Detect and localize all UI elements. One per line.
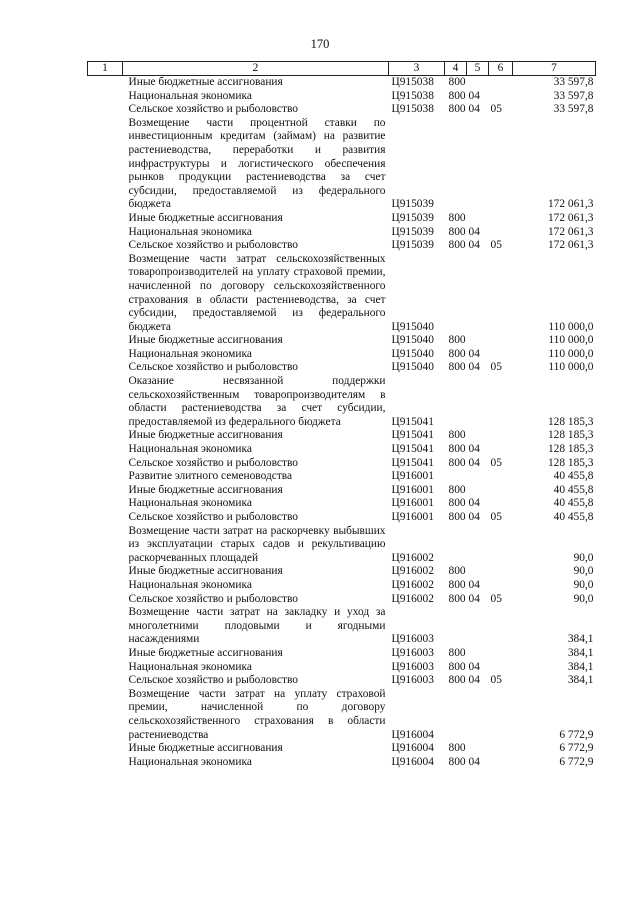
cell-amount: 128 185,3	[547, 443, 594, 456]
cell-expense-type: 800	[448, 456, 466, 469]
cell-section	[467, 253, 489, 335]
cell-blank	[88, 606, 123, 647]
cell-name: Национальная экономика	[128, 578, 252, 591]
cell-section	[467, 76, 489, 90]
cell-section	[467, 525, 489, 566]
cell-blank	[88, 429, 123, 443]
cell-name: Национальная экономика	[128, 225, 252, 238]
cell-expense-type	[445, 253, 467, 335]
cell-section: 04	[468, 456, 480, 469]
cell-expense-type: 800	[448, 742, 466, 755]
cell-expense-type: 800	[448, 483, 466, 496]
cell-subsection: 05	[490, 361, 502, 374]
cell-target-code: Ц916003	[391, 674, 434, 687]
cell-amount: 6 772,9	[559, 728, 594, 741]
cell-amount: 33 597,8	[553, 103, 594, 116]
cell-name: Сельское хозяйство и рыболовство	[128, 456, 298, 469]
cell-name: Иные бюджетные ассигнования	[128, 429, 283, 442]
table-row	[88, 457, 596, 471]
cell-section	[467, 212, 489, 226]
cell-target-code: Ц916002	[391, 592, 434, 605]
cell-section: 04	[468, 239, 480, 252]
cell-name: Возмещение части затрат на закладку и уход за многолетними плодовыми и ягодными насаждениями	[128, 606, 386, 646]
cell-name: Сельское хозяйство и рыболовство	[128, 239, 298, 252]
cell-blank	[88, 90, 123, 104]
table-header	[88, 62, 596, 76]
table-row	[88, 429, 596, 443]
table-row	[88, 756, 596, 770]
table-row	[88, 253, 596, 335]
page-number: 170	[310, 37, 330, 51]
cell-expense-type: 800	[448, 755, 466, 768]
cell-blank	[88, 103, 123, 117]
cell-blank	[88, 375, 123, 429]
cell-blank	[88, 593, 123, 607]
cell-target-code: Ц915040	[391, 361, 434, 374]
table-row	[88, 90, 596, 104]
table-row	[88, 117, 596, 212]
cell-target-code: Ц916003	[391, 633, 434, 646]
cell-name: Возмещение части затрат сельскохозяйственных товаропроизводителей на уплату страховой премии, начисленной по договору сельскохозяйственного страхования в области растениеводства, за счет субсидии, предоставляемой из федерального бюджета	[128, 252, 386, 333]
cell-amount: 172 061,3	[547, 225, 594, 238]
cell-subsection	[489, 661, 513, 675]
cell-name: Иные бюджетные ассигнования	[128, 483, 283, 496]
cell-name: Возмещение части затрат на уплату страховой премии, начисленной по договору сельскохозяйственного страхования в области растениеводства	[128, 687, 386, 741]
cell-expense-type: 800	[448, 76, 466, 88]
cell-expense-type: 800	[448, 334, 466, 347]
cell-target-code: Ц916001	[391, 497, 434, 510]
cell-subsection	[489, 606, 513, 647]
cell-name: Сельское хозяйство и рыболовство	[128, 674, 298, 687]
cell-expense-type: 800	[448, 674, 466, 687]
cell-section: 04	[468, 103, 480, 116]
table-row	[88, 579, 596, 593]
cell-blank	[88, 742, 123, 756]
cell-blank	[88, 212, 123, 226]
cell-amount: 90,0	[573, 551, 594, 564]
cell-subsection: 05	[490, 456, 502, 469]
cell-amount: 110 000,0	[548, 334, 594, 347]
cell-expense-type: 800	[448, 511, 466, 523]
cell-amount: 384,1	[567, 646, 594, 659]
table-row	[88, 76, 596, 90]
cell-subsection: 05	[490, 674, 502, 687]
cell-target-code: Ц915039	[391, 211, 434, 224]
cell-expense-type: 800	[448, 225, 466, 238]
cell-target-code: Ц916003	[391, 660, 434, 673]
table-row	[88, 674, 596, 688]
cell-name: Возмещение части процентной ставки по инвестиционным кредитам (займам) на развитие растениеводства, переработки и развития инфраструктуры и логистического обеспечения рынков продукции растениеводства за счет субсидии, предоставляемой из федерального бюджета	[128, 116, 386, 211]
cell-blank	[88, 674, 123, 688]
cell-blank	[88, 511, 123, 525]
cell-subsection	[489, 429, 513, 443]
cell-amount: 90,0	[573, 578, 594, 591]
cell-blank	[88, 226, 123, 240]
cell-amount: 110 000,0	[548, 361, 594, 374]
cell-subsection	[489, 688, 513, 742]
cell-expense-type: 800	[448, 497, 466, 510]
column-header-3: 3	[389, 62, 445, 76]
cell-expense-type: 800	[448, 89, 466, 102]
cell-blank	[88, 661, 123, 675]
cell-subsection	[489, 470, 513, 484]
cell-amount: 172 061,3	[547, 211, 594, 224]
table-row	[88, 565, 596, 579]
table-row	[88, 443, 596, 457]
cell-name: Сельское хозяйство и рыболовство	[128, 103, 298, 116]
cell-blank	[88, 348, 123, 362]
cell-section: 04	[468, 674, 480, 687]
cell-section: 04	[468, 578, 480, 591]
cell-amount: 384,1	[567, 660, 594, 673]
cell-target-code: Ц916004	[391, 742, 434, 755]
cell-section: 04	[468, 443, 480, 456]
cell-amount: 40 455,8	[553, 511, 594, 523]
cell-name: Иные бюджетные ассигнования	[128, 646, 283, 659]
cell-blank	[88, 565, 123, 579]
cell-subsection	[489, 525, 513, 566]
cell-name: Иные бюджетные ассигнования	[128, 334, 283, 347]
cell-target-code: Ц915038	[391, 89, 434, 102]
cell-blank	[88, 457, 123, 471]
cell-subsection	[489, 579, 513, 593]
cell-name: Национальная экономика	[128, 347, 252, 360]
cell-name: Иные бюджетные ассигнования	[128, 76, 283, 88]
cell-expense-type: 800	[448, 103, 466, 116]
cell-expense-type: 800	[448, 646, 466, 659]
table-row	[88, 334, 596, 348]
cell-subsection	[489, 497, 513, 511]
cell-section	[467, 742, 489, 756]
cell-section: 04	[468, 511, 480, 523]
cell-expense-type	[445, 525, 467, 566]
cell-blank	[88, 76, 123, 90]
cell-amount: 33 597,8	[553, 89, 594, 102]
cell-subsection	[489, 212, 513, 226]
cell-subsection	[489, 76, 513, 90]
cell-name: Сельское хозяйство и рыболовство	[128, 592, 298, 605]
cell-amount: 172 061,3	[547, 198, 594, 211]
cell-blank	[88, 239, 123, 253]
cell-amount: 6 772,9	[559, 742, 594, 755]
cell-expense-type: 800	[448, 565, 466, 578]
cell-expense-type	[445, 117, 467, 212]
cell-subsection	[489, 375, 513, 429]
cell-expense-type: 800	[448, 443, 466, 456]
cell-amount: 90,0	[573, 565, 594, 578]
cell-subsection	[489, 565, 513, 579]
cell-name: Иные бюджетные ассигнования	[128, 211, 283, 224]
cell-expense-type	[445, 688, 467, 742]
cell-section: 04	[468, 592, 480, 605]
cell-amount: 384,1	[567, 633, 594, 646]
cell-section	[467, 606, 489, 647]
table-row	[88, 606, 596, 647]
cell-target-code: Ц915041	[391, 415, 434, 428]
table-row	[88, 103, 596, 117]
cell-amount: 128 185,3	[547, 456, 594, 469]
cell-blank	[88, 756, 123, 770]
cell-section: 04	[468, 660, 480, 673]
cell-amount: 40 455,8	[553, 497, 594, 510]
cell-amount: 172 061,3	[547, 239, 594, 252]
cell-amount: 90,0	[573, 592, 594, 605]
cell-target-code: Ц915041	[391, 443, 434, 456]
table-row	[88, 361, 596, 375]
cell-target-code: Ц915039	[391, 198, 434, 211]
cell-target-code: Ц915040	[391, 347, 434, 360]
cell-expense-type: 800	[448, 239, 466, 252]
cell-name: Иные бюджетные ассигнования	[128, 565, 283, 578]
cell-name: Развитие элитного семеноводства	[128, 470, 293, 483]
cell-section	[467, 565, 489, 579]
table-row	[88, 511, 596, 525]
cell-amount: 128 185,3	[547, 429, 594, 442]
cell-expense-type: 800	[448, 347, 466, 360]
cell-subsection: 05	[490, 592, 502, 605]
cell-name: Национальная экономика	[128, 660, 252, 673]
cell-subsection: 05	[490, 511, 502, 523]
cell-section: 04	[468, 347, 480, 360]
table-body	[88, 76, 596, 770]
budget-table	[87, 61, 596, 769]
cell-amount: 128 185,3	[547, 415, 594, 428]
cell-expense-type: 800	[448, 660, 466, 673]
table-row	[88, 470, 596, 484]
cell-section	[467, 375, 489, 429]
cell-target-code: Ц915038	[391, 76, 434, 88]
table-row	[88, 661, 596, 675]
cell-expense-type: 800	[448, 592, 466, 605]
table-row	[88, 742, 596, 756]
cell-name: Иные бюджетные ассигнования	[128, 742, 283, 755]
column-header-4: 4	[445, 62, 467, 76]
cell-target-code: Ц915041	[391, 456, 434, 469]
cell-subsection	[489, 443, 513, 457]
table-row	[88, 348, 596, 362]
cell-blank	[88, 579, 123, 593]
cell-subsection	[489, 756, 513, 770]
table-row	[88, 239, 596, 253]
cell-expense-type	[445, 470, 467, 484]
cell-section	[467, 117, 489, 212]
cell-section	[467, 688, 489, 742]
cell-name: Национальная экономика	[128, 755, 252, 768]
cell-name: Возмещение части затрат на раскорчевку выбывших из эксплуатации старых садов и рекультивацию раскорчеванных площадей	[128, 524, 386, 564]
cell-name: Национальная экономика	[128, 497, 252, 510]
table-row	[88, 688, 596, 742]
cell-target-code: Ц916004	[391, 728, 434, 741]
table-row	[88, 226, 596, 240]
cell-name: Сельское хозяйство и рыболовство	[128, 511, 298, 523]
cell-section	[467, 334, 489, 348]
cell-subsection	[489, 484, 513, 498]
cell-blank	[88, 334, 123, 348]
cell-subsection	[489, 253, 513, 335]
cell-expense-type	[445, 606, 467, 647]
cell-section	[467, 470, 489, 484]
cell-subsection	[489, 334, 513, 348]
column-header-2: 2	[123, 62, 389, 76]
cell-amount: 40 455,8	[553, 470, 594, 483]
table-row	[88, 212, 596, 226]
cell-target-code: Ц916002	[391, 551, 434, 564]
cell-subsection	[489, 90, 513, 104]
cell-section	[467, 429, 489, 443]
cell-name: Оказание несвязанной поддержки сельскохозяйственным товаропроизводителям в области растениеводства за счет субсидии, предоставляемой из федерального бюджета	[128, 375, 386, 428]
cell-target-code: Ц915040	[391, 334, 434, 347]
cell-section: 04	[468, 361, 480, 374]
table-row	[88, 647, 596, 661]
cell-section: 04	[468, 89, 480, 102]
cell-target-code: Ц915041	[391, 429, 434, 442]
cell-subsection	[489, 742, 513, 756]
cell-target-code: Ц916001	[391, 483, 434, 496]
column-header-7: 7	[513, 62, 596, 76]
cell-target-code: Ц915040	[391, 320, 434, 333]
cell-expense-type: 800	[448, 578, 466, 591]
cell-target-code: Ц916004	[391, 755, 434, 768]
cell-blank	[88, 443, 123, 457]
cell-expense-type	[445, 375, 467, 429]
cell-target-code: Ц915038	[391, 103, 434, 116]
cell-subsection	[489, 226, 513, 240]
table-row	[88, 497, 596, 511]
cell-amount: 110 000,0	[548, 347, 594, 360]
cell-amount: 110 000,0	[548, 320, 594, 333]
cell-name: Сельское хозяйство и рыболовство	[128, 361, 298, 374]
column-header-6: 6	[489, 62, 513, 76]
header-row	[88, 62, 596, 76]
cell-blank	[88, 688, 123, 742]
cell-target-code: Ц916003	[391, 646, 434, 659]
cell-section	[467, 647, 489, 661]
cell-section: 04	[468, 497, 480, 510]
cell-name: Национальная экономика	[128, 89, 252, 102]
cell-subsection: 05	[490, 239, 502, 252]
cell-blank	[88, 484, 123, 498]
cell-name: Национальная экономика	[128, 443, 252, 456]
cell-section	[467, 484, 489, 498]
cell-section: 04	[468, 225, 480, 238]
cell-amount: 33 597,8	[553, 76, 594, 88]
cell-blank	[88, 117, 123, 212]
cell-subsection: 05	[490, 103, 502, 116]
table-row	[88, 484, 596, 498]
table-row	[88, 525, 596, 566]
cell-amount: 40 455,8	[553, 483, 594, 496]
cell-target-code: Ц916002	[391, 578, 434, 591]
cell-blank	[88, 525, 123, 566]
cell-target-code: Ц916001	[391, 470, 434, 483]
cell-subsection	[489, 647, 513, 661]
cell-blank	[88, 470, 123, 484]
cell-target-code: Ц916001	[391, 511, 434, 523]
cell-amount: 384,1	[567, 674, 594, 687]
cell-blank	[88, 253, 123, 335]
cell-target-code: Ц915039	[391, 239, 434, 252]
cell-target-code: Ц915039	[391, 225, 434, 238]
table-row	[88, 375, 596, 429]
column-header-5: 5	[467, 62, 489, 76]
cell-section: 04	[468, 755, 480, 768]
cell-target-code: Ц916002	[391, 565, 434, 578]
cell-blank	[88, 647, 123, 661]
cell-subsection	[489, 348, 513, 362]
cell-expense-type: 800	[448, 211, 466, 224]
column-header-1: 1	[88, 62, 123, 76]
cell-blank	[88, 361, 123, 375]
cell-subsection	[489, 117, 513, 212]
cell-amount: 6 772,9	[559, 755, 594, 768]
cell-blank	[88, 497, 123, 511]
cell-expense-type: 800	[448, 361, 466, 374]
cell-expense-type: 800	[448, 429, 466, 442]
table-row	[88, 593, 596, 607]
